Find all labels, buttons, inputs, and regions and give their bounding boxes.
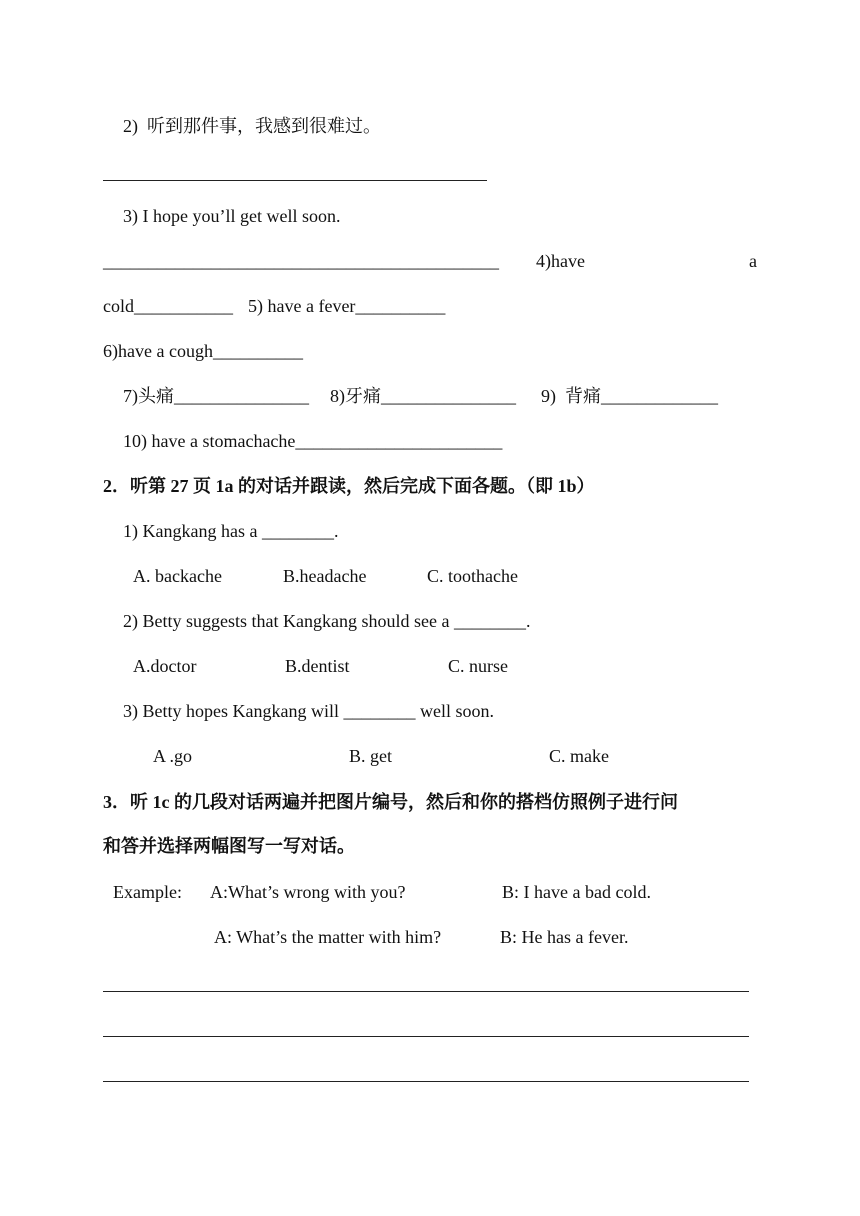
section-3-heading-line-1: 3．听 1c 的几段对话两遍并把图片编号，然后和你的搭档仿照例子进行问 xyxy=(103,792,678,812)
writing-line-2[interactable] xyxy=(103,1036,749,1037)
question-1-option-c[interactable]: C. toothache xyxy=(427,566,518,586)
example-a-1: A:What’s wrong with you? xyxy=(210,882,406,902)
question-3-option-b[interactable]: B. get xyxy=(349,746,392,766)
question-3: 3) Betty hopes Kangkang will ________ well soon. xyxy=(123,701,494,721)
example-b-1: B: I have a bad cold. xyxy=(502,882,651,902)
item-8: 8)牙痛_______________ xyxy=(330,386,516,406)
question-2-option-a[interactable]: A.doctor xyxy=(133,656,197,676)
item-5: 5) have a fever__________ xyxy=(248,296,446,316)
item-9: 9) 背痛_____________ xyxy=(541,386,718,406)
item-7: 7)头痛_______________ xyxy=(123,386,309,406)
question-2: 2) Betty suggests that Kangkang should see a ________. xyxy=(123,611,531,631)
example-b-2: B: He has a fever. xyxy=(500,927,629,947)
item-4-a: a xyxy=(749,251,757,271)
question-1-option-b[interactable]: B.headache xyxy=(283,566,367,586)
answer-line-item-2[interactable] xyxy=(103,180,487,181)
item-6: 6)have a cough__________ xyxy=(103,341,303,361)
example-label: Example: xyxy=(113,882,182,902)
writing-line-1[interactable] xyxy=(103,991,749,992)
item-3-prompt: 3) I hope you’ll get well soon. xyxy=(123,206,341,226)
writing-line-3[interactable] xyxy=(103,1081,749,1082)
answer-blank-item-3[interactable]: ____________________________________________ xyxy=(103,251,499,271)
item-10: 10) have a stomachache_______________________ xyxy=(123,431,503,451)
question-1: 1) Kangkang has a ________. xyxy=(123,521,339,541)
section-2-heading: 2．听第 27 页 1a 的对话并跟读，然后完成下面各题。（即 1b） xyxy=(103,476,595,496)
item-2-prompt: 2) 听到那件事，我感到很难过。 xyxy=(123,116,381,136)
example-a-2: A: What’s the matter with him? xyxy=(214,927,442,947)
section-3-heading-line-2: 和答并选择两幅图写一写对话。 xyxy=(103,836,355,856)
item-4-cold: cold___________ xyxy=(103,296,233,316)
question-1-option-a[interactable]: A. backache xyxy=(133,566,222,586)
item-4-have: 4)have xyxy=(536,251,585,271)
question-3-option-c[interactable]: C. make xyxy=(549,746,609,766)
question-2-option-b[interactable]: B.dentist xyxy=(285,656,350,676)
question-2-option-c[interactable]: C. nurse xyxy=(448,656,508,676)
question-3-option-a[interactable]: A .go xyxy=(153,746,193,766)
